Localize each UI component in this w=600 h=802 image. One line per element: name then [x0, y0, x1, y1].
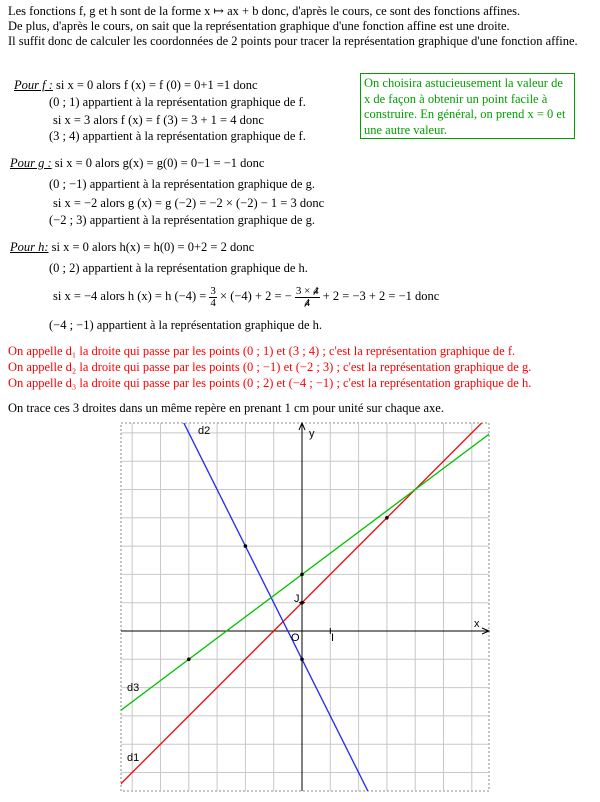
label-y-axis: y	[309, 428, 315, 440]
h-calc-2b: × (−4) + 2 = −	[220, 289, 292, 303]
point-marker	[300, 573, 304, 577]
definition-d1: On appelle d₁ la droite qui passe par les points (0 ; 1) et (3 ; 4) ; c'est la représentation graphique de f.	[8, 344, 516, 358]
hint-note-box: On choisira astucieusement la valeur de x de façon à obtenir un point facile à construire. En général, on prend x = 0 et une autre valeur.	[360, 73, 575, 139]
trace-instruction: On trace ces 3 droites dans un même repère en prenant 1 cm pour unité sur chaque axe.	[8, 401, 444, 415]
g-calc-2: si x = −2 alors g (x) = g (−2) = −2 × (−2) − 1 = 3 donc	[53, 196, 325, 210]
graph-frame	[121, 423, 489, 791]
intro-line-1: Les fonctions f, g et h sont de la forme x ↦ ax + b donc, d'après le cours, ce sont des fonctions affines.	[8, 4, 521, 18]
frac2-denominator-cancelled: 4	[304, 296, 310, 309]
label-d1: d1	[127, 752, 140, 764]
f-calc-2: si x = 3 alors f (x) = f (3) = 3 + 1 = 4 donc	[53, 113, 264, 127]
label-J: J	[294, 593, 300, 605]
h-heading: Pour h:	[10, 240, 49, 254]
frac2-num-cancelled: 4	[313, 284, 319, 297]
label-I: I	[331, 632, 335, 644]
point-marker	[300, 601, 304, 605]
point-marker	[385, 516, 389, 520]
definition-d2: On appelle d₂ la droite qui passe par les points (0 ; −1) et (−2 ; 3) ; c'est la représentation graphique de g.	[8, 360, 532, 374]
label-x-axis: x	[474, 618, 480, 630]
frac1-numerator: 3	[210, 284, 216, 297]
h-calc-2a: si x = −4 alors h (x) = h (−4) =	[53, 289, 207, 303]
definition-d3: On appelle d₃ la droite qui passe par les points (0 ; 2) et (−4 ; −1) ; c'est la représentation graphique de h.	[8, 376, 532, 390]
g-calc-1: si x = 0 alors g(x) = g(0) = 0−1 = −1 donc	[54, 156, 265, 170]
f-point-2: (3 ; 4) appartient à la représentation graphique de f.	[49, 129, 306, 143]
point-marker	[244, 544, 248, 548]
h-calc-2c: + 2 = −3 + 2 = −1 donc	[322, 289, 440, 303]
f-point-1: (0 ; 1) appartient à la représentation graphique de f.	[49, 95, 306, 109]
point-marker	[187, 658, 191, 662]
label-origin: O	[291, 632, 300, 644]
h-calc-1: si x = 0 alors h(x) = h(0) = 0+2 = 2 donc	[51, 240, 255, 254]
frac2-num-a: 3 ×	[295, 284, 311, 297]
frac1-denominator: 4	[210, 296, 216, 309]
intro-line-2: De plus, d'après le cours, on sait que la représentation graphique d'une fonction affine est une droite.	[8, 19, 510, 33]
f-heading: Pour f :	[14, 78, 53, 92]
h-point-1: (0 ; 2) appartient à la représentation graphique de h.	[49, 261, 308, 275]
g-point-2: (−2 ; 3) appartient à la représentation graphique de g.	[49, 213, 315, 227]
intro-line-3: Il suffit donc de calculer les coordonnées de 2 points pour tracer la représentation graphique d'une fonction affine.	[8, 34, 578, 48]
g-heading: Pour g :	[10, 156, 52, 170]
label-d2: d2	[198, 425, 211, 437]
g-point-1: (0 ; −1) appartient à la représentation graphique de g.	[49, 177, 315, 191]
f-calc-1: si x = 0 alors f (x) = f (0) = 0+1 =1 donc	[56, 78, 258, 92]
h-point-2: (−4 ; −1) appartient à la représentation graphique de h.	[49, 318, 323, 332]
label-d3: d3	[127, 682, 140, 694]
point-marker	[300, 658, 304, 662]
